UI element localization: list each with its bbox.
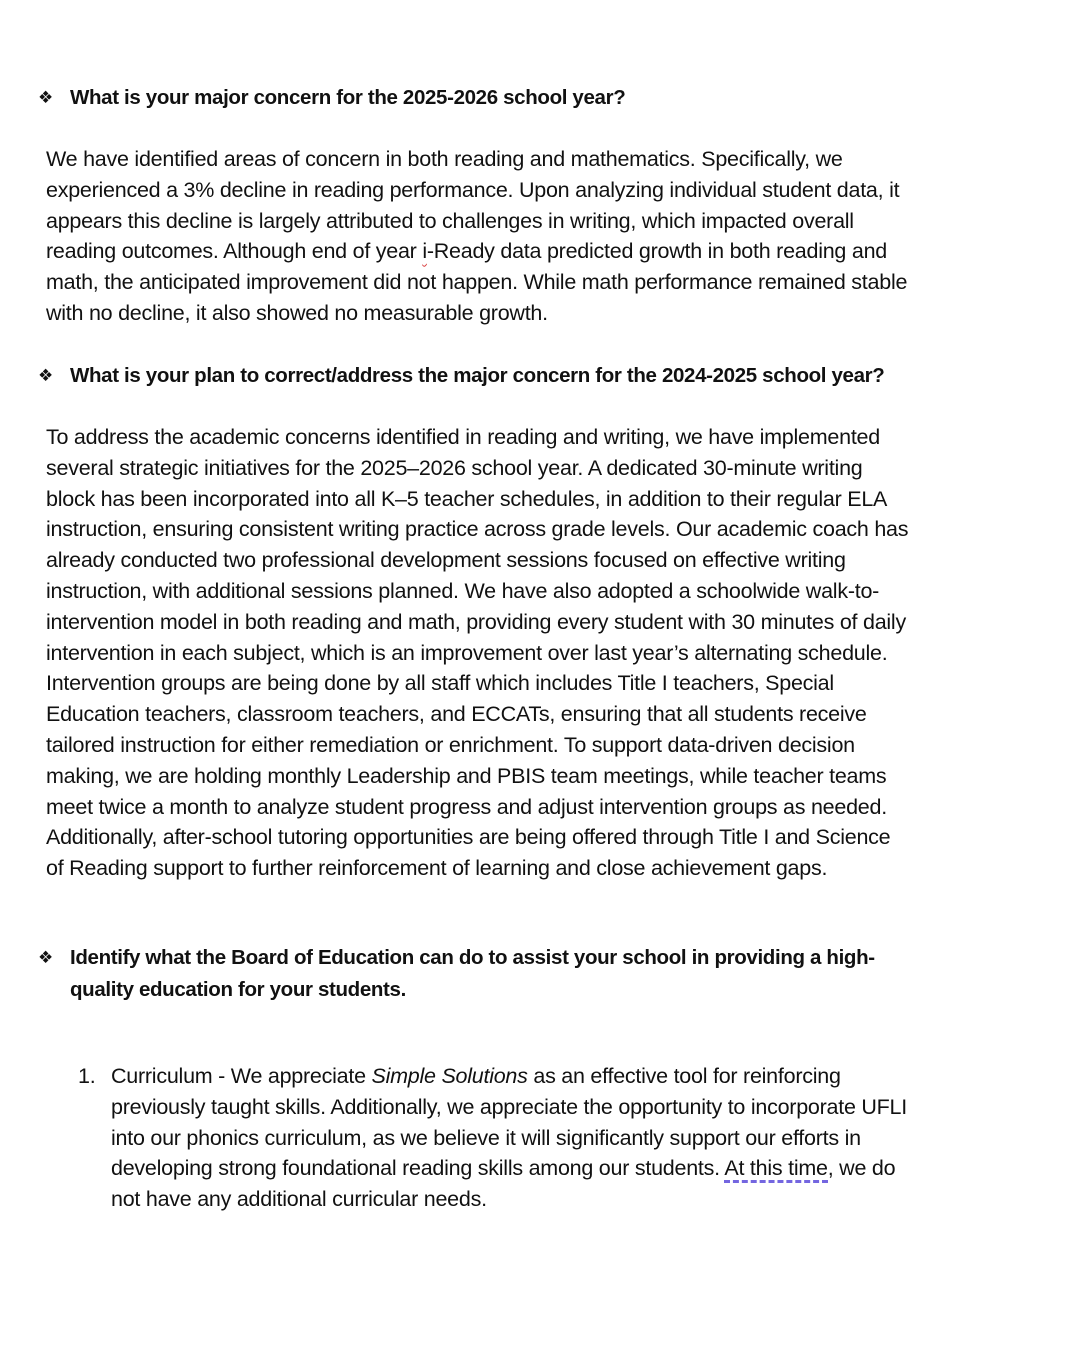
paragraph-line: of Reading support to further reinforcement of learning and close achievement gaps. [46, 856, 828, 881]
heading-line: quality education for your students. [70, 978, 406, 1001]
diamond-bullet-icon: ❖ [38, 88, 53, 107]
diamond-bullet-icon: ❖ [38, 366, 53, 385]
paragraph-line: intervention in each subject, which is an improvement over last year’s alternating schedule. [46, 640, 888, 665]
section-heading-major-concern [38, 82, 625, 114]
line-segment: Curriculum - We appreciate [111, 1064, 372, 1088]
paragraph-line: instruction, with additional sessions planned. We have also adopted a schoolwide walk-to- [46, 578, 880, 603]
list-line: previously taught skills. Additionally, we appreciate the opportunity to incorporate UFLI [111, 1094, 907, 1119]
paragraph-line: appears this decline is largely attributed to challenges in writing, which impacted overall [46, 208, 854, 233]
paragraph-line: making, we are holding monthly Leadership and PBIS team meetings, while teacher teams [46, 763, 887, 788]
paragraph-line: already conducted two professional development sessions focused on effective writing [46, 548, 846, 573]
paragraph-line: meet twice a month to analyze student progress and adjust intervention groups as needed. [46, 794, 887, 819]
list-line: into our phonics curriculum, as we believe it will significantly support our efforts in [111, 1125, 861, 1150]
paragraph-line: Additionally, after-school tutoring opportunities are being offered through Title I and Science [46, 825, 891, 850]
italic-product-name: Simple Solutions [371, 1064, 528, 1088]
list-item [78, 1061, 1038, 1215]
paragraph-line: with no decline, it also showed no measurable growth. [46, 300, 548, 325]
paragraph-line: math, the anticipated improvement did not happen. While math performance remained stable [46, 270, 908, 295]
paragraph-plan [46, 422, 1036, 884]
heading-line: Identify what the Board of Education can do to assist your school in providing a high- [70, 946, 875, 969]
diamond-bullet-icon: ❖ [38, 948, 53, 967]
numbered-list [78, 1061, 1038, 1215]
list-number: 1. [78, 1064, 96, 1088]
line-segment: as an effective tool for reinforcing [527, 1064, 841, 1088]
list-item-body [111, 1061, 907, 1215]
paragraph-line: instruction, ensuring consistent writing practice across grade levels. Our academic coach has [46, 517, 909, 542]
heading-text [70, 942, 875, 1006]
paragraph-line: tailored instruction for either remediation or enrichment. To support data-driven decision [46, 732, 855, 757]
list-line [111, 1061, 907, 1092]
list-line: not have any additional curricular needs. [111, 1187, 487, 1212]
paragraph-major-concern [46, 144, 1036, 329]
paragraph-line [46, 236, 1036, 267]
spelling-flagged-word[interactable]: i [422, 239, 427, 264]
paragraph-line: Education teachers, classroom teachers, and ECCATs, ensuring that all students receive [46, 702, 867, 727]
paragraph-line: several strategic initiatives for the 2025–2026 school year. A dedicated 30-minute writing [46, 455, 863, 480]
grammar-flagged-phrase[interactable]: At this time [724, 1156, 827, 1183]
paragraph-line: We have identified areas of concern in both reading and mathematics. Specifically, we [46, 147, 843, 171]
paragraph-line: block has been incorporated into all K–5 teacher schedules, in addition to their regular ELA [46, 486, 888, 511]
line-segment: , we do [827, 1156, 896, 1181]
line-segment: -Ready data predicted growth in both reading and [426, 239, 887, 264]
section-heading-plan [38, 360, 884, 392]
paragraph-line: Intervention groups are being done by all staff which includes Title I teachers, Special [46, 671, 834, 696]
paragraph-line: experienced a 3% decline in reading performance. Upon analyzing individual student data, it [46, 177, 900, 202]
list-line [111, 1153, 907, 1184]
paragraph-line: To address the academic concerns identified in reading and writing, we have implemented [46, 425, 880, 449]
line-segment: reading outcomes. Although end of year [46, 239, 423, 264]
heading-text: What is your major concern for the 2025-2026 school year? [70, 86, 626, 109]
line-segment: developing strong foundational reading skills among our students. [111, 1156, 725, 1181]
heading-text: What is your plan to correct/address the major concern for the 2024-2025 school year? [70, 364, 885, 387]
section-heading-board-assistance [38, 942, 875, 1006]
paragraph-line: intervention model in both reading and math, providing every student with 30 minutes of daily [46, 609, 906, 634]
